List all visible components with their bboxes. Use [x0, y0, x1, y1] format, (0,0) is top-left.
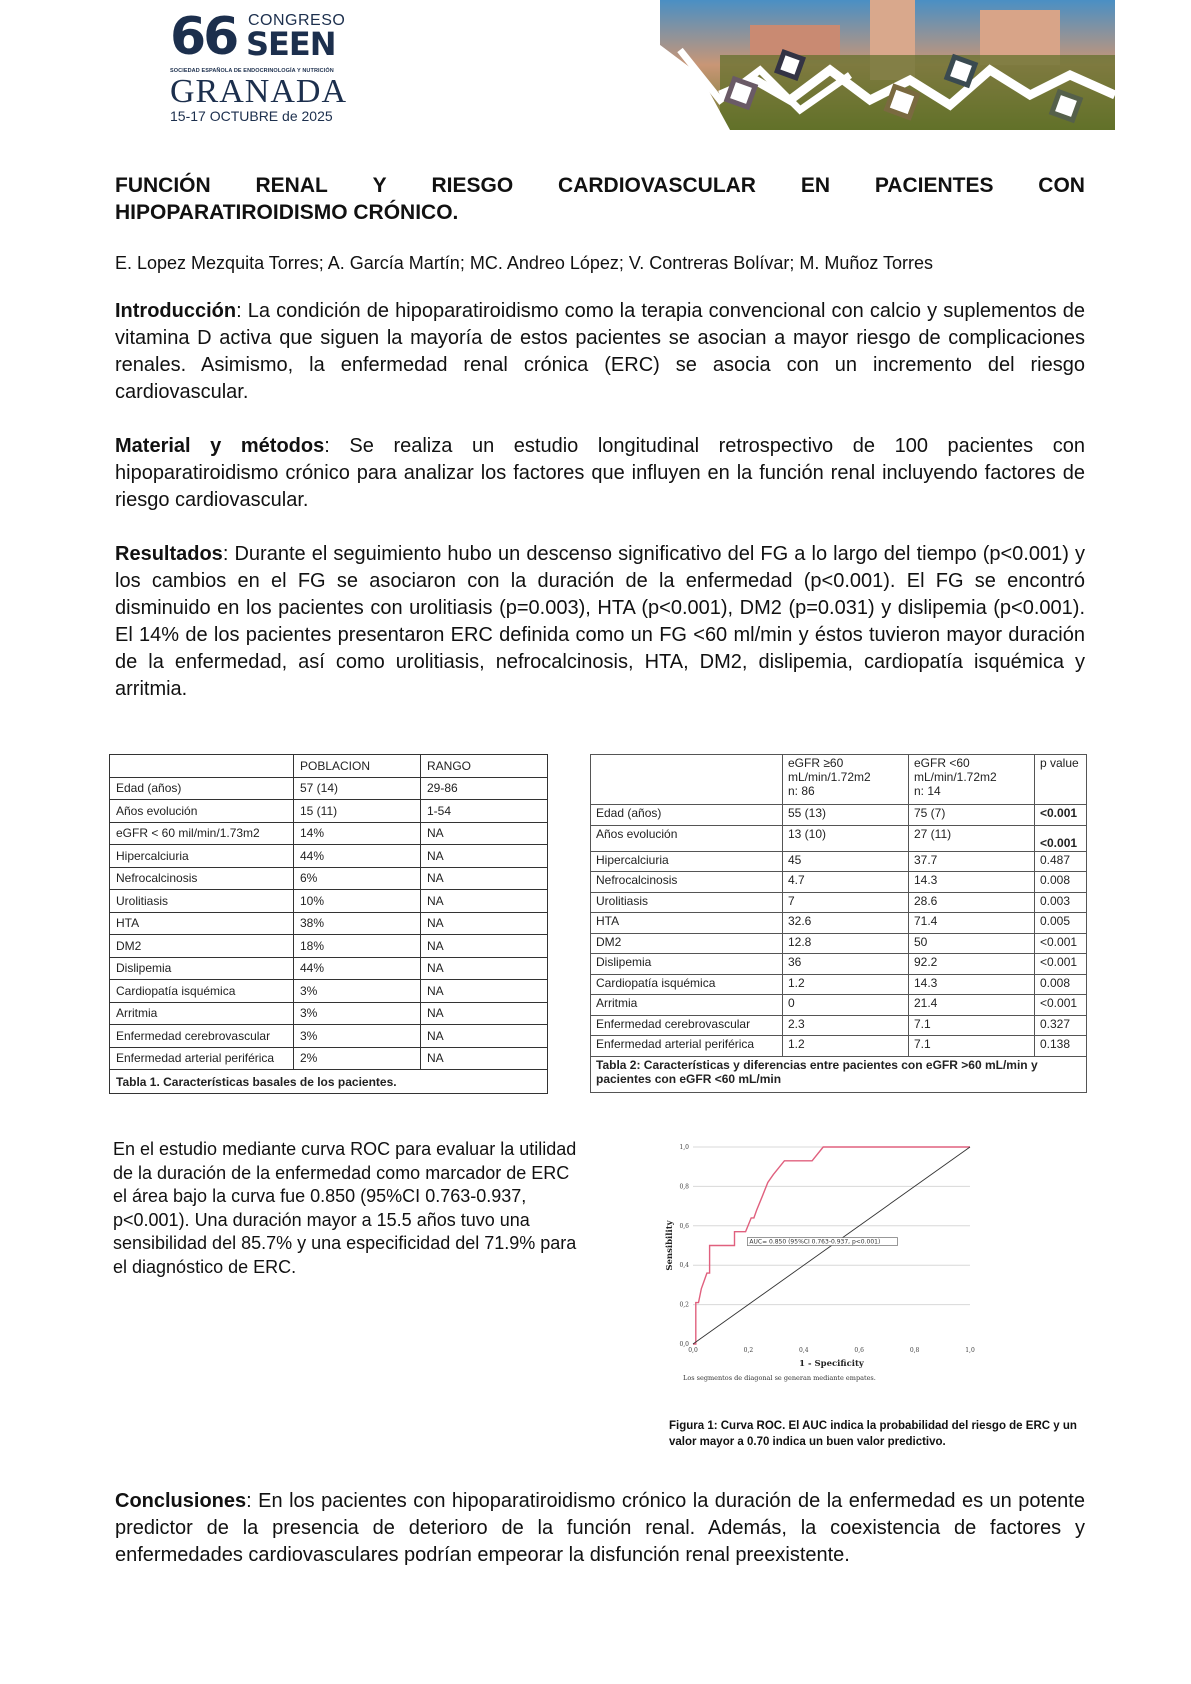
- table-cell: 21.4: [909, 995, 1035, 1016]
- table-cell: NA: [421, 980, 548, 1003]
- row-label: Hipercalciuria: [591, 851, 783, 872]
- p-value-cell: <0.001: [1035, 995, 1087, 1016]
- logo-society: SOCIEDAD ESPAÑOLA DE ENDOCRINOLOGÍA Y NUTRICIÓN: [170, 68, 334, 74]
- table-2-egfr-comparison: [590, 754, 1087, 1093]
- column-header: POBLACION: [294, 755, 421, 778]
- table-row: [591, 872, 1087, 893]
- row-label: Enfermedad cerebrovascular: [591, 1015, 783, 1036]
- table-cell: 1.2: [783, 974, 909, 995]
- row-label: Años evolución: [110, 800, 294, 823]
- paper-title: [115, 172, 1085, 226]
- row-label: Años evolución: [591, 825, 783, 851]
- introduction-section: [115, 298, 1085, 406]
- table-row: [591, 825, 1087, 851]
- row-label: Urolitiasis: [591, 892, 783, 913]
- p-value-cell: <0.001: [1035, 805, 1087, 826]
- table-cell: 28.6: [909, 892, 1035, 913]
- row-label: Hipercalciuria: [110, 845, 294, 868]
- title-word: RENAL: [255, 174, 328, 197]
- methods-section: [115, 433, 1085, 514]
- logo-city: GRANADA: [170, 73, 347, 110]
- x-tick-label: 0,4: [799, 1347, 809, 1354]
- p-value-cell: <0.001: [1035, 933, 1087, 954]
- section-text: : La condición de hipoparatiroidismo como la terapia convencional con calcio y suplementos de vitamina D activa que siguen la mayoría de estos pacientes se asocian a mayor riesgo de complicaciones renales. Asimismo, la enfermedad renal crónica (ERC) se asocia con un incremento del riesgo cardiovascular.: [115, 300, 1085, 403]
- y-tick-label: 0,6: [679, 1222, 689, 1230]
- title-line-2: HIPOPARATIROIDISMO CRÓNICO.: [115, 201, 459, 224]
- table-row: [591, 933, 1087, 954]
- logo-dates: 15-17 OCTUBRE de 2025: [170, 108, 333, 124]
- roc-curve-chart: [660, 1135, 1000, 1385]
- column-header: eGFR ≥60 mL/min/1.72m2 n: 86: [783, 755, 909, 805]
- p-value-cell: 0.487: [1035, 851, 1087, 872]
- row-label: HTA: [591, 913, 783, 934]
- table-cell: 1.2: [783, 1036, 909, 1057]
- row-label: Nefrocalcinosis: [110, 867, 294, 890]
- congress-logo: [170, 7, 360, 124]
- title-line-1: [115, 172, 1085, 199]
- section-heading: Resultados: [115, 543, 223, 565]
- column-header: [110, 755, 294, 778]
- p-value-cell: 0.005: [1035, 913, 1087, 934]
- roc-description: En el estudio mediante curva ROC para evaluar la utilidad de la duración de la enfermedad como marcador de ERC el área bajo la curva fue 0.850 (95%CI 0.763-0.937, p<0.001). Una duración mayor a 15.5 años tuvo una sensibilidad del 85.7% y una especificidad del 71.9% para el diagnóstico de ERC.: [113, 1139, 577, 1277]
- row-label: Cardiopatía isquémica: [591, 974, 783, 995]
- table-cell: 4.7: [783, 872, 909, 893]
- table-cell: 10%: [294, 890, 421, 913]
- table-cell: NA: [421, 1002, 548, 1025]
- table-header-row: [591, 755, 1087, 805]
- table-cell: 71.4: [909, 913, 1035, 934]
- table-cell: NA: [421, 845, 548, 868]
- table-cell: 18%: [294, 935, 421, 958]
- table-cell: 92.2: [909, 954, 1035, 975]
- x-tick-label: 0,8: [909, 1347, 920, 1354]
- p-value-cell: <0.001: [1035, 825, 1087, 851]
- section-text: : Durante el seguimiento hubo un descenso significativo del FG a lo largo del tiempo (p<0.001) y los cambios en el FG se asociaron con la duración de la enfermedad (p<0.001). El FG se encontró disminuido en los pacientes con urolitiasis (p=0.003), HTA (p<0.001), DM2 (p=0.031) y dislipemia (p<0.001). El 14% de los pacientes presentaron ERC definida como un FG <60 ml/min y éstos tuvieron mayor duración de la enfermedad, así como urolitiasis, nefrocalcinosis, HTA, DM2, dislipemia, cardiopatía isquémica y arritmia.: [115, 543, 1085, 700]
- row-label: Arritmia: [591, 995, 783, 1016]
- row-label: Enfermedad arterial periférica: [110, 1047, 294, 1070]
- row-label: Urolitiasis: [110, 890, 294, 913]
- y-tick-label: 0,8: [679, 1183, 689, 1191]
- table-cell: 3%: [294, 1025, 421, 1048]
- title-word: CON: [1038, 174, 1085, 197]
- table-cell: 36: [783, 954, 909, 975]
- table-row: [110, 800, 548, 823]
- x-axis-label: 1 - Specificity: [799, 1359, 864, 1369]
- table-row: [110, 822, 548, 845]
- table-cell: NA: [421, 912, 548, 935]
- table-row: [110, 867, 548, 890]
- row-label: DM2: [110, 935, 294, 958]
- table-row: [110, 890, 548, 913]
- table-cell: 6%: [294, 867, 421, 890]
- table-cell: 14%: [294, 822, 421, 845]
- auc-annotation: AUC= 0.850 (95%CI 0.763-0.937, p<0.001): [749, 1238, 881, 1246]
- row-label: Enfermedad cerebrovascular: [110, 1025, 294, 1048]
- table-row: [110, 1047, 548, 1070]
- row-label: Dislipemia: [110, 957, 294, 980]
- p-value-cell: <0.001: [1035, 954, 1087, 975]
- p-value-cell: 0.138: [1035, 1036, 1087, 1057]
- table-row: [591, 913, 1087, 934]
- conclusions-section: [115, 1488, 1085, 1569]
- row-label: eGFR < 60 mil/min/1.73m2: [110, 822, 294, 845]
- table-row: [110, 845, 548, 868]
- table-row: [591, 1036, 1087, 1057]
- table-cell: 45: [783, 851, 909, 872]
- row-label: Cardiopatía isquémica: [110, 980, 294, 1003]
- figure-caption: Figura 1: Curva ROC. El AUC indica la probabilidad del riesgo de ERC y un valor mayor a 0.70 indica un buen valor predictivo.: [669, 1420, 1077, 1448]
- column-header: eGFR <60 mL/min/1.72m2 n: 14: [909, 755, 1035, 805]
- row-label: Arritmia: [110, 1002, 294, 1025]
- table-cell: 32.6: [783, 913, 909, 934]
- section-heading: Introducción: [115, 300, 237, 322]
- table-caption: Tabla 2: Características y diferencias entre pacientes con eGFR >60 mL/min y pacientes con eGFR <60 mL/min: [591, 1056, 1087, 1092]
- table-1-baseline-characteristics: [109, 754, 548, 1094]
- table-row: [591, 1015, 1087, 1036]
- table-header-row: [110, 755, 548, 778]
- p-value-cell: 0.008: [1035, 872, 1087, 893]
- section-text: : Se realiza un estudio longitudinal retrospectivo de 100 pacientes con hipoparatiroidismo crónico para analizar los factores que influyen en la función renal incluyendo factores de riesgo cardiovascular.: [115, 435, 1085, 511]
- row-label: Edad (años): [591, 805, 783, 826]
- p-value-cell: 0.008: [1035, 974, 1087, 995]
- table-row: [591, 851, 1087, 872]
- table-row: [110, 777, 548, 800]
- table-cell: NA: [421, 1047, 548, 1070]
- y-tick-label: 1,0: [679, 1144, 689, 1151]
- table-cell: 55 (13): [783, 805, 909, 826]
- table-cell: 7.1: [909, 1036, 1035, 1057]
- table-cell: 44%: [294, 845, 421, 868]
- column-header: [591, 755, 783, 805]
- table-cell: NA: [421, 1025, 548, 1048]
- section-heading: Material y métodos: [115, 435, 325, 457]
- logo-number: 66: [170, 7, 237, 67]
- table-row: [110, 980, 548, 1003]
- table-cell: NA: [421, 867, 548, 890]
- table-row: [591, 805, 1087, 826]
- table-cell: 14.3: [909, 974, 1035, 995]
- table-cell: 29-86: [421, 777, 548, 800]
- row-label: Dislipemia: [591, 954, 783, 975]
- column-header: p value: [1035, 755, 1087, 805]
- table-cell: 37.7: [909, 851, 1035, 872]
- table-cell: NA: [421, 957, 548, 980]
- y-tick-label: 0,2: [679, 1301, 689, 1309]
- table-row: [110, 957, 548, 980]
- table-cell: 3%: [294, 980, 421, 1003]
- table-cell: 0: [783, 995, 909, 1016]
- table-row: [591, 995, 1087, 1016]
- title-word: RIESGO: [431, 174, 514, 197]
- chart-footnote: Los segmentos de diagonal se generan mediante empates.: [683, 1374, 876, 1382]
- table-row: [591, 954, 1087, 975]
- y-tick-label: 0,0: [679, 1341, 689, 1348]
- table-cell: 7: [783, 892, 909, 913]
- x-tick-label: 1,0: [965, 1347, 975, 1354]
- title-word: EN: [800, 174, 830, 197]
- table-cell: 13 (10): [783, 825, 909, 851]
- table-cell: 2.3: [783, 1015, 909, 1036]
- table-cell: 3%: [294, 1002, 421, 1025]
- y-axis-label: Sensibility: [665, 1220, 675, 1271]
- row-label: Enfermedad arterial periférica: [591, 1036, 783, 1057]
- table-cell: 7.1: [909, 1015, 1035, 1036]
- title-word: Y: [372, 174, 387, 197]
- row-label: Nefrocalcinosis: [591, 872, 783, 893]
- table-row: [591, 892, 1087, 913]
- section-text: : En los pacientes con hipoparatiroidismo crónico la duración de la enfermedad es un potente predictor de la presencia de deterioro de la función renal. Además, la coexistencia de factores y enfermedades cardiovasculares podrían empeorar la disfunción renal preexistente.: [115, 1490, 1085, 1566]
- table-cell: NA: [421, 890, 548, 913]
- title-word: PACIENTES: [874, 174, 994, 197]
- table-cell: 27 (11): [909, 825, 1035, 851]
- table-row: [591, 974, 1087, 995]
- table-cell: 2%: [294, 1047, 421, 1070]
- p-value-cell: 0.327: [1035, 1015, 1087, 1036]
- table-caption-row: [110, 1070, 548, 1094]
- table-cell: 12.8: [783, 933, 909, 954]
- title-word: CARDIOVASCULAR: [558, 174, 756, 197]
- table-cell: 15 (11): [294, 800, 421, 823]
- alhambra-banner-image: [660, 0, 1115, 130]
- p-value-cell: 0.003: [1035, 892, 1087, 913]
- table-row: [110, 1025, 548, 1048]
- y-tick-label: 0,4: [679, 1262, 689, 1270]
- table-cell: 14.3: [909, 872, 1035, 893]
- table-caption: Tabla 1. Características basales de los pacientes.: [110, 1070, 548, 1094]
- table-caption-row: [591, 1056, 1087, 1092]
- x-tick-label: 0,0: [688, 1347, 698, 1354]
- logo-congreso: CONGRESO: [248, 12, 346, 29]
- title-word: FUNCIÓN: [115, 174, 211, 197]
- table-cell: NA: [421, 822, 548, 845]
- row-label: HTA: [110, 912, 294, 935]
- logo-seen: SEEN: [246, 25, 336, 63]
- table-row: [110, 1002, 548, 1025]
- section-heading: Conclusiones: [115, 1490, 247, 1512]
- table-cell: 38%: [294, 912, 421, 935]
- table-cell: NA: [421, 935, 548, 958]
- x-tick-label: 0,2: [743, 1347, 754, 1354]
- authors: E. Lopez Mezquita Torres; A. García Martín; MC. Andreo López; V. Contreras Bolívar; M. Muñoz Torres: [115, 253, 934, 273]
- table-row: [110, 935, 548, 958]
- row-label: DM2: [591, 933, 783, 954]
- table-row: [110, 912, 548, 935]
- table-cell: 75 (7): [909, 805, 1035, 826]
- table-cell: 44%: [294, 957, 421, 980]
- results-section: [115, 541, 1085, 703]
- table-cell: 1-54: [421, 800, 548, 823]
- table-cell: 57 (14): [294, 777, 421, 800]
- table-cell: 50: [909, 933, 1035, 954]
- x-tick-label: 0,6: [854, 1347, 864, 1354]
- column-header: RANGO: [421, 755, 548, 778]
- row-label: Edad (años): [110, 777, 294, 800]
